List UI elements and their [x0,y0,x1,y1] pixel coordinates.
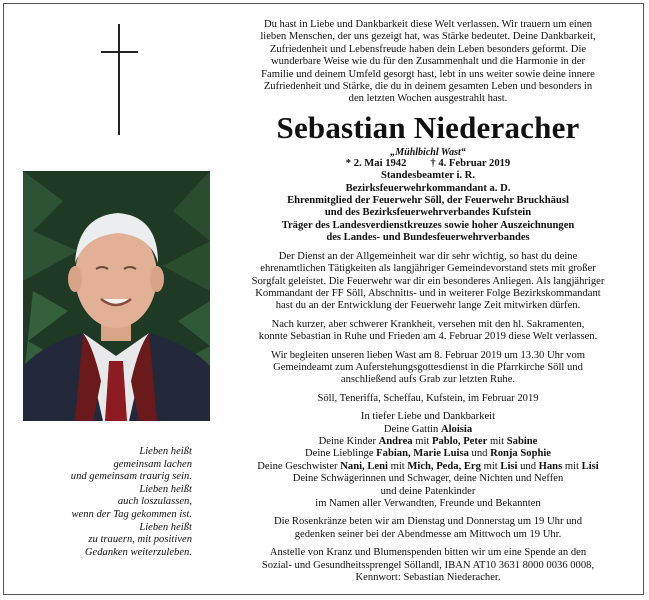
text-line: anschließend aufs Grab zur letzten Ruhe. [340,374,516,386]
poem-line: gemeinsam lachen [113,458,192,470]
poem-line: und gemeinsam traurig sein. [70,471,192,483]
poem-line: Lieben heißt [139,521,192,533]
text-line: hast du an der Entwicklung der Feuerwehr lange Zeit mitwirken dürfen. [275,300,581,312]
obituary-text [230,19,626,584]
text-line: Anstelle von Kranz und Blumenspenden bitten wir um eine Spende an den [269,547,587,559]
deceased-name: Sebastian Niederacher [276,109,580,145]
death-date: † 4. Februar 2019 [430,157,511,169]
poem-line: Lieben heißt [139,483,192,495]
text-line: gedenken seiner bei der Abendmesse am Mittwoch um 19 Uhr. [294,528,562,540]
text-line: Wir begleiten unseren lieben Wast am 8. Februar 2019 um 13.30 Uhr vom [271,349,585,361]
nickname: „Mühlbichl Wast“ [390,146,466,158]
title-line: und des Bezirksfeuerwehrverbandes Kufstein [324,207,532,219]
text-line: Sozial- und Gesundheitssprengel Söllandl, IBAN AT10 3631 8000 0036 0008, [261,559,595,571]
intro-line: Du hast in Liebe und Dankbarkeit diese Welt verlassen. Wir trauern um einen [263,19,593,30]
poem-line: Gedanken weiterzuleben. [84,546,192,558]
intro-line: Familie und deinem Umfeld gesorgt hast, lebt in uns weiter sowie deine innere [261,68,595,80]
intro-line: Zufriedenheit und Stärke, die du in deinem gesamten Leben und besonders in [263,81,593,93]
mourner-line: Deine Schwägerinnen und Schwager, deine Nichten und Neffen [292,473,564,485]
title-line: Bezirksfeuerwehrkommandant a. D. [345,182,511,194]
text-line: konnte Sebastian in Ruhe und Frieden am 4. Februar 2019 diese Welt verlassen. [258,331,598,343]
birth-date: * 2. Mai 1942 [345,157,407,169]
mourner-line: Deine Lieblinge Fabian, Marie Luisa und Ronja Sophie [304,448,551,460]
poem-line: auch loszulassen, [117,496,192,508]
text-line: Die Rosenkränze beten wir am Dienstag und Donnerstag um 19 Uhr und [273,516,583,528]
place-date: Söll, Teneriffa, Scheffau, Kufstein, im Februar 2019 [317,392,539,404]
donation-paragraph [230,547,626,584]
mourner-line: Deine Geschwister Nani, Leni mit Mich, Peda, Erg mit Lisi und Hans mit Lisi [257,460,599,472]
portrait-photo [23,171,210,421]
intro-line: den letzten Wochen ausgestrahlt hast. [348,93,508,105]
service-paragraph [230,251,626,313]
intro-paragraph [230,19,626,106]
poem [18,446,192,559]
life-dates [230,158,626,170]
text-line: ehrenamtlichen Tätigkeiten als langjähriger Gemeindevorstand stets mit großer [260,263,596,275]
poem-line: zu trauern, mit positiven [88,534,192,546]
title-line: Ehrenmitglied der Feuerwehr Söll, der Feuerwehr Bruckhäusl [287,195,569,207]
mourner-line: Deine Kinder Andrea mit Pablo, Peter mit Sabine [318,435,538,447]
titles [230,170,626,244]
intro-line: lieben Menschen, der uns gezeigt hat, was Stärke bedeutet. Deine Dankbarkeit, [260,31,596,43]
cross-icon [118,24,120,135]
title-line: Standesbeamter i. R. [381,170,475,182]
text-line: Der Dienst an der Allgemeinheit war dir sehr wichtig, so hast du deine [278,250,578,262]
mourner-line: In tiefer Liebe und Dankbarkeit [360,411,496,423]
text-line: Sorgfalt geleistet. Die Feuerwehr war dir ein besonderes Anliegen. Als langjähriger [251,275,605,287]
title-line: Träger des Landesverdienstkreuzes sowie hoher Auszeichnungen [281,219,575,231]
intro-line: wunderbare Weise wie du für den Zusammenhalt und die Harmonie in der [270,56,585,68]
mourner-line: und deine Patenkinder [380,485,476,497]
title-line: des Landes- und Bundesfeuerwehrverbandes [326,232,530,244]
poem-line: Lieben heißt [139,446,192,457]
cross-icon-bar [101,51,138,53]
text-line: Gemeindeamt zum Auferstehungsgottesdienst in die Pfarrkirche Söll und [273,361,583,373]
intro-line: Zufriedenheit und Lebensfreude haben dein Leben besonders geformt. Die [269,43,587,55]
funeral-paragraph [230,350,626,387]
mourner-line: im Namen aller Verwandten, Freunde und Bekannten [315,498,541,509]
text-line: Kommandant der FF Söll, Abschnitts- und in weiterer Folge Bezirkskommandant [255,287,601,299]
rosary-paragraph [230,516,626,541]
text-line: Nach kurzer, aber schwerer Krankheit, versehen mit den hl. Sakramenten, [271,318,585,330]
mourners-list [230,411,626,510]
poem-line: wenn der Tag gekommen ist. [71,508,192,520]
passing-paragraph [230,319,626,344]
mourner-line: Deine Gattin Aloisia [383,423,473,435]
text-line: Kennwort: Sebastian Niederacher. [355,572,501,584]
